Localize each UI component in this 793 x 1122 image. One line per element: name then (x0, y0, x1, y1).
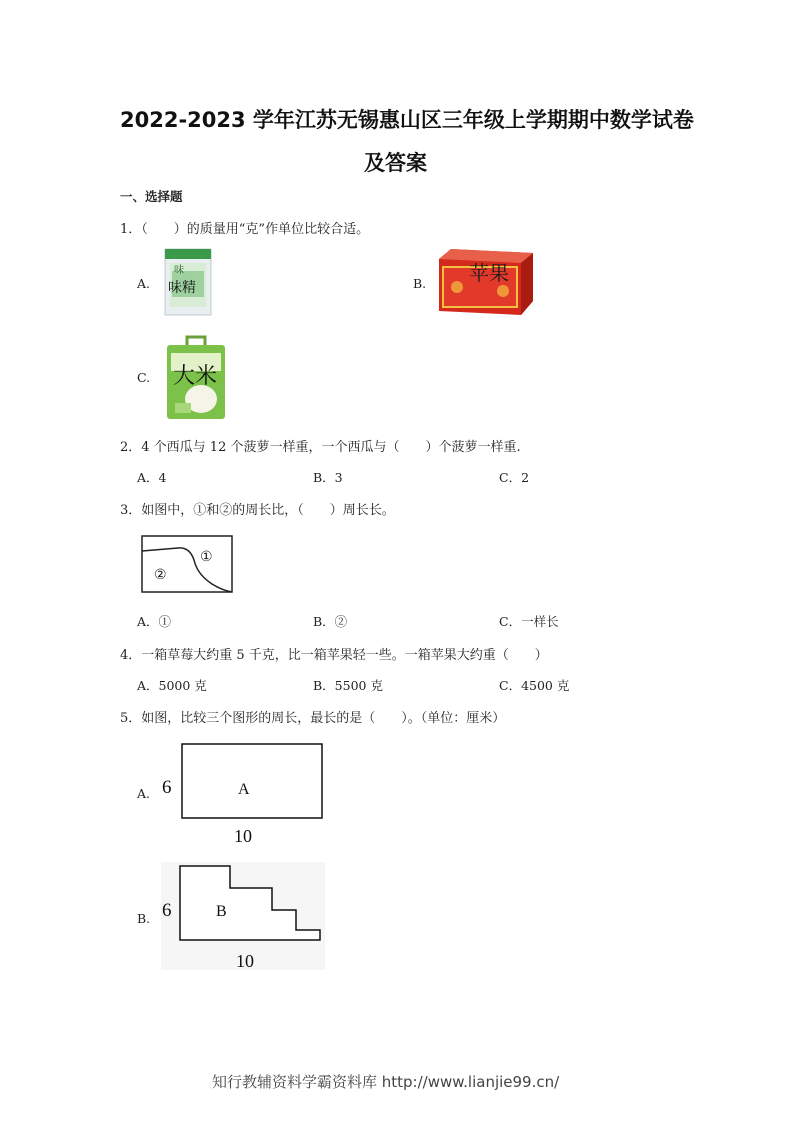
footer-watermark: 知行教辅资料学霸资料库 http://www.lianjie99.cn/ (212, 1073, 560, 1091)
q3-option-c[interactable]: C．一样长 (499, 614, 559, 629)
q1-option-a-label: A. (137, 276, 151, 291)
q3-option-b[interactable]: B．② (313, 614, 348, 629)
figure-a-name: A (238, 781, 250, 798)
figure-b-height: 6 (162, 900, 172, 921)
rice-bag-image (165, 335, 227, 421)
q3-option-a[interactable]: A．① (137, 614, 172, 629)
msg-small-label: 味 (174, 265, 184, 276)
region-1-label: ① (200, 550, 213, 565)
question-4-text: 4．一箱草莓大约重 5 千克，比一箱苹果轻一些。一箱苹果大约重（ ） (120, 648, 548, 663)
apple-box-label: 苹果 (469, 263, 509, 285)
page-title-line1: 2022-2023 学年江苏无锡惠山区三年级上学期期中数学试卷 (120, 108, 694, 132)
figure-b-width: 10 (236, 951, 254, 971)
question-3-text: 3．如图中，①和②的周长比，（ ）周长长。 (120, 503, 395, 518)
q5-option-a-label: A. (137, 786, 151, 801)
q2-option-b[interactable]: B．3 (313, 470, 343, 485)
figure-a-height: 6 (162, 777, 172, 798)
msg-bag-image (162, 247, 214, 317)
rice-label: 大米 (173, 363, 218, 388)
q4-option-c[interactable]: C．4500 克 (499, 678, 570, 693)
question-5-text: 5．如图，比较三个图形的周长，最长的是（ ）。（单位：厘米） (120, 711, 506, 726)
figure-a-rectangle (158, 738, 328, 848)
question-2-text: 2．4 个西瓜与 12 个菠萝一样重，一个西瓜与（ ）个菠萝一样重. (120, 440, 521, 455)
question-1-text: 1．（ ）的质量用“克”作单位比较合适。 (120, 222, 370, 237)
msg-label: 味精 (168, 281, 196, 296)
region-2-label: ② (154, 568, 167, 583)
figure-b-staircase (158, 860, 328, 972)
q5-option-b-label: B. (137, 911, 151, 926)
section-heading: 一、选择题 (120, 189, 183, 204)
figure-a-width: 10 (234, 826, 252, 846)
figure-b-name: B (216, 903, 227, 920)
apple-box-image (435, 245, 535, 319)
page-title-line2: 及答案 (364, 151, 427, 175)
q1-option-c-label: C. (137, 370, 151, 385)
q1-option-b-label: B. (413, 276, 427, 291)
q2-option-c[interactable]: C．2 (499, 470, 530, 485)
perimeter-figure-q3 (140, 534, 236, 594)
q4-option-b[interactable]: B．5500 克 (313, 678, 383, 693)
q2-option-a[interactable]: A．4 (137, 470, 167, 485)
q4-option-a[interactable]: A．5000 克 (137, 678, 207, 693)
